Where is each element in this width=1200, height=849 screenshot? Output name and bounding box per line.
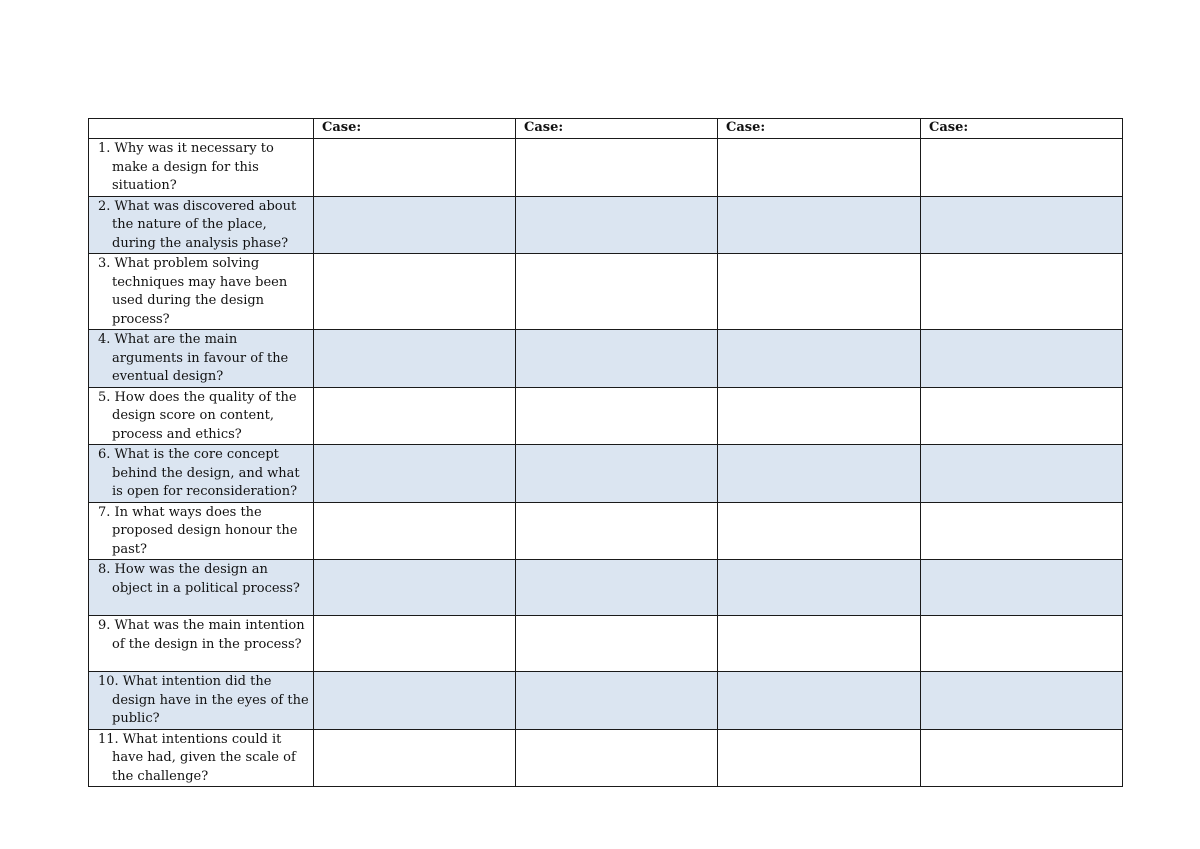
answer-cell[interactable] [718, 387, 921, 445]
answer-cell[interactable] [516, 445, 718, 503]
table-row [89, 672, 1123, 730]
answer-cell[interactable] [516, 502, 718, 560]
answer-cell[interactable] [718, 139, 921, 197]
question-text: 7. In what ways does the proposed design honour the past? [98, 504, 298, 557]
answer-cell[interactable] [516, 616, 718, 672]
answer-cell[interactable] [921, 254, 1123, 330]
answer-cell[interactable] [516, 387, 718, 445]
answer-cell[interactable] [921, 139, 1123, 197]
question-text: 2. What was discovered about the nature of the place, during the analysis phase? [98, 198, 297, 251]
answer-cell[interactable] [516, 139, 718, 197]
answer-cell[interactable] [921, 387, 1123, 445]
answer-cell[interactable] [718, 560, 921, 616]
answer-cell[interactable] [516, 560, 718, 616]
question-cell [89, 196, 314, 254]
answer-cell[interactable] [314, 445, 516, 503]
question-text: 11. What intentions could it have had, given the scale of the challenge? [98, 731, 296, 784]
question-cell [89, 139, 314, 197]
table-row [89, 616, 1123, 672]
header-case-3: Case: [718, 119, 921, 139]
header-case-2: Case: [516, 119, 718, 139]
answer-cell[interactable] [718, 254, 921, 330]
question-cell [89, 254, 314, 330]
question-text: 3. What problem solving techniques may have been used during the design process? [98, 256, 288, 327]
question-cell [89, 502, 314, 560]
answer-cell[interactable] [921, 560, 1123, 616]
answer-cell[interactable] [921, 502, 1123, 560]
table-header-row [89, 119, 1123, 139]
question-cell [89, 560, 314, 616]
case-comparison-table [88, 118, 1123, 787]
answer-cell[interactable] [516, 330, 718, 388]
question-cell [89, 616, 314, 672]
answer-cell[interactable] [921, 330, 1123, 388]
table-row [89, 254, 1123, 330]
answer-cell[interactable] [314, 254, 516, 330]
question-text: 6. What is the core concept behind the design, and what is open for reconsideration? [98, 447, 300, 499]
answer-cell[interactable] [516, 729, 718, 787]
table-row [89, 445, 1123, 503]
question-text: 8. How was the design an object in a political process? [98, 562, 300, 596]
answer-cell[interactable] [314, 672, 516, 730]
answer-cell[interactable] [314, 502, 516, 560]
answer-cell[interactable] [516, 672, 718, 730]
answer-cell[interactable] [314, 330, 516, 388]
answer-cell[interactable] [314, 196, 516, 254]
question-text: 10. What intention did the design have in the eyes of the public? [98, 674, 309, 726]
question-cell [89, 330, 314, 388]
table-row [89, 560, 1123, 616]
answer-cell[interactable] [314, 387, 516, 445]
table-row [89, 502, 1123, 560]
question-cell [89, 729, 314, 787]
answer-cell[interactable] [718, 672, 921, 730]
answer-cell[interactable] [516, 196, 718, 254]
answer-cell[interactable] [718, 616, 921, 672]
question-text: 9. What was the main intention of the design in the process? [98, 618, 305, 652]
answer-cell[interactable] [516, 254, 718, 330]
question-text: 1. Why was it necessary to make a design for this situation? [98, 141, 274, 193]
answer-cell[interactable] [314, 560, 516, 616]
answer-cell[interactable] [314, 139, 516, 197]
answer-cell[interactable] [314, 729, 516, 787]
table-row [89, 330, 1123, 388]
answer-cell[interactable] [921, 196, 1123, 254]
answer-cell[interactable] [718, 502, 921, 560]
answer-cell[interactable] [921, 729, 1123, 787]
answer-cell[interactable] [921, 672, 1123, 730]
answer-cell[interactable] [718, 330, 921, 388]
answer-cell[interactable] [921, 445, 1123, 503]
header-corner-cell [89, 119, 314, 139]
answer-cell[interactable] [718, 196, 921, 254]
header-case-4: Case: [921, 119, 1123, 139]
header-case-1: Case: [314, 119, 516, 139]
answer-cell[interactable] [921, 616, 1123, 672]
question-cell [89, 445, 314, 503]
answer-cell[interactable] [314, 616, 516, 672]
answer-cell[interactable] [718, 729, 921, 787]
question-cell [89, 387, 314, 445]
table-row [89, 139, 1123, 197]
answer-cell[interactable] [718, 445, 921, 503]
table-row [89, 196, 1123, 254]
table-row [89, 387, 1123, 445]
question-text: 4. What are the main arguments in favour of the eventual design? [98, 332, 289, 384]
question-text: 5. How does the quality of the design score on content, process and ethics? [98, 389, 297, 442]
table-row [89, 729, 1123, 787]
question-cell [89, 672, 314, 730]
